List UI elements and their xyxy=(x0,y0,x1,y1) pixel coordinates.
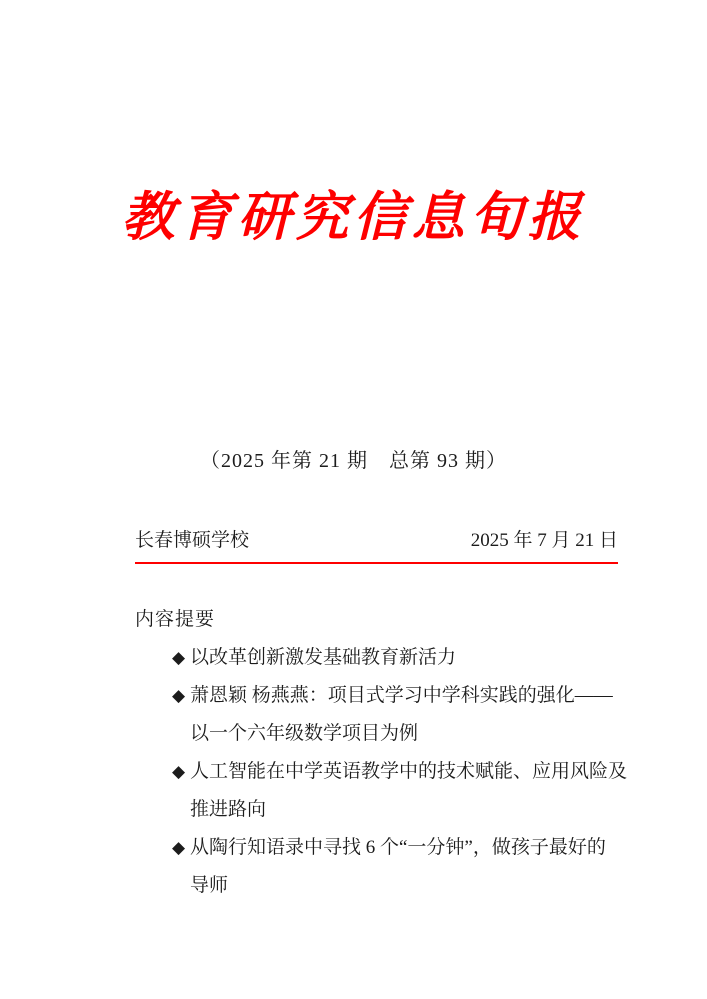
item-text-line: 以一个六年级数学项目为例 xyxy=(190,723,419,744)
issue-date: 2025 年 7 月 21 日 xyxy=(470,530,618,551)
summary-heading: 内容提要 xyxy=(135,609,216,630)
masthead-title: 教育研究信息旬报 xyxy=(121,189,586,247)
list-item xyxy=(135,753,640,829)
content-summary xyxy=(135,601,640,905)
list-item xyxy=(135,639,640,677)
item-text-line: 萧恩颖 杨燕燕：项目式学习中学科实践的强化—— xyxy=(190,685,613,706)
item-text-line: 导师 xyxy=(190,875,229,896)
item-text-line: 人工智能在中学英语教学中的技术赋能、应用风险及 xyxy=(190,761,628,782)
list-item xyxy=(135,677,640,753)
masthead-row xyxy=(135,527,618,555)
issue-line: （2025 年第 21 期 总第 93 期） xyxy=(200,450,507,472)
diamond-bullet-icon: ◆ xyxy=(172,686,186,706)
item-text-line: 从陶行知语录中寻找 6 个“一分钟”，做孩子最好的 xyxy=(190,837,606,858)
organization-name: 长春博硕学校 xyxy=(135,530,250,551)
diamond-bullet-icon: ◆ xyxy=(172,838,186,858)
red-divider-rule xyxy=(135,562,618,564)
list-item xyxy=(135,829,640,905)
item-text-line: 以改革创新激发基础教育新活力 xyxy=(190,647,457,668)
diamond-bullet-icon: ◆ xyxy=(172,762,186,782)
item-text-line: 推进路向 xyxy=(190,799,267,820)
diamond-bullet-icon: ◆ xyxy=(172,648,186,668)
